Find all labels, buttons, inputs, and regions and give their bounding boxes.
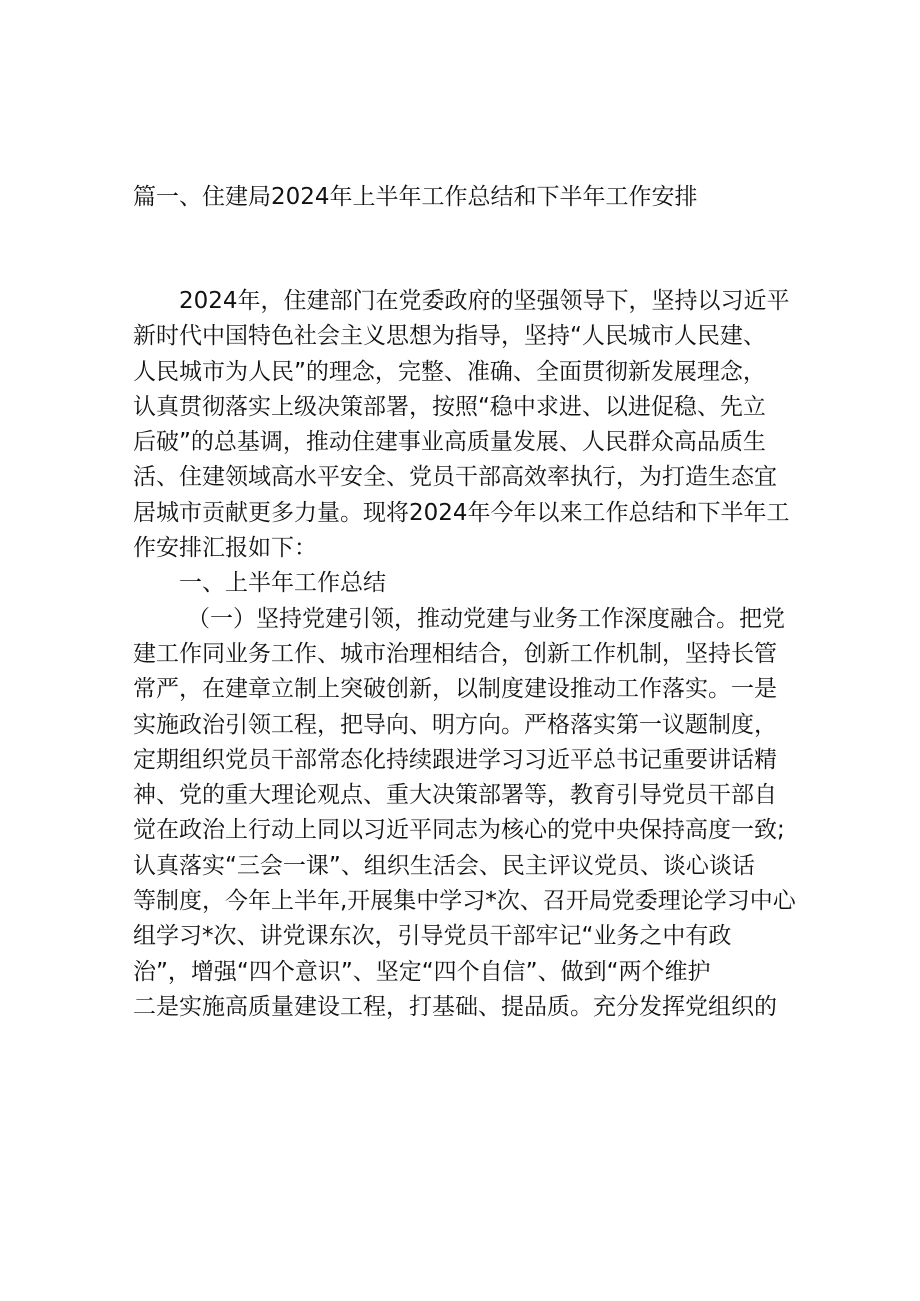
paragraph-line: 认真贯彻落实上级决策部署，按照“稳中求进、以进促稳、先立 [133,393,766,420]
paragraph-line: 居城市贡献更多力量。现将2024年今年以来工作总结和下半年工 [133,499,790,526]
section-heading: 一、上半年工作总结 [179,570,386,597]
paragraph-line: （一）坚持党建引领，推动党建与业务工作深度融合。把党 [187,605,785,632]
paragraph-line: 人民城市为人民”的理念，完整、准确、全面贯彻新发展理念， [133,358,766,385]
paragraph-line: 活、住建领域高水平安全、党员干部高效率执行，为打造生态宜 [133,464,777,491]
paragraph-line: 后破”的总基调，推动住建事业高质量发展、人民群众高品质生 [133,429,766,456]
paragraph-line: 二是实施高质量建设工程，打基础、提品质。充分发挥党组织的 [133,993,777,1020]
paragraph-line: 认真落实“三会一课”、组织生活会、民主评议党员、谈心谈话 [133,852,755,879]
paragraph-line: 作安排汇报如下： [133,535,317,562]
paragraph-line: 觉在政治上行动上同以习近平同志为核心的党中央保持高度一致; [133,817,785,844]
document-body [133,284,813,1025]
paragraph-line: 新时代中国特色社会主义思想为指导，坚持“人民城市人民建、 [133,323,766,350]
paragraph-line: 等制度，今年上半年,开展集中学习*次、召开局党委理论学习中心 [133,888,796,915]
document-title: 篇一、住建局2024年上半年工作总结和下半年工作安排 [133,184,698,210]
paragraph-line: 建工作同业务工作、城市治理相结合，创新工作机制，坚持长管 [133,640,777,667]
paragraph-line: 组学习*次、讲党课东次，引导党员干部牢记“业务之中有政 [133,923,732,950]
paragraph-line: 常严，在建章立制上突破创新，以制度建设推动工作落实。一是 [133,676,777,703]
paragraph-line: 神、党的重大理论观点、重大决策部署等，教育引导党员干部自 [133,782,777,809]
paragraph-line: 实施政治引领工程，把导向、明方向。严格落实第一议题制度， [133,711,777,738]
paragraph-line: 治”，增强“四个意识”、坚定“四个自信”、做到“两个维护 [133,958,711,985]
paragraph-line: 2024年，住建部门在党委政府的坚强领导下，坚持以习近平 [179,288,790,314]
paragraph-line: 定期组织党员干部常态化持续跟进学习习近平总书记重要讲话精 [133,746,777,773]
